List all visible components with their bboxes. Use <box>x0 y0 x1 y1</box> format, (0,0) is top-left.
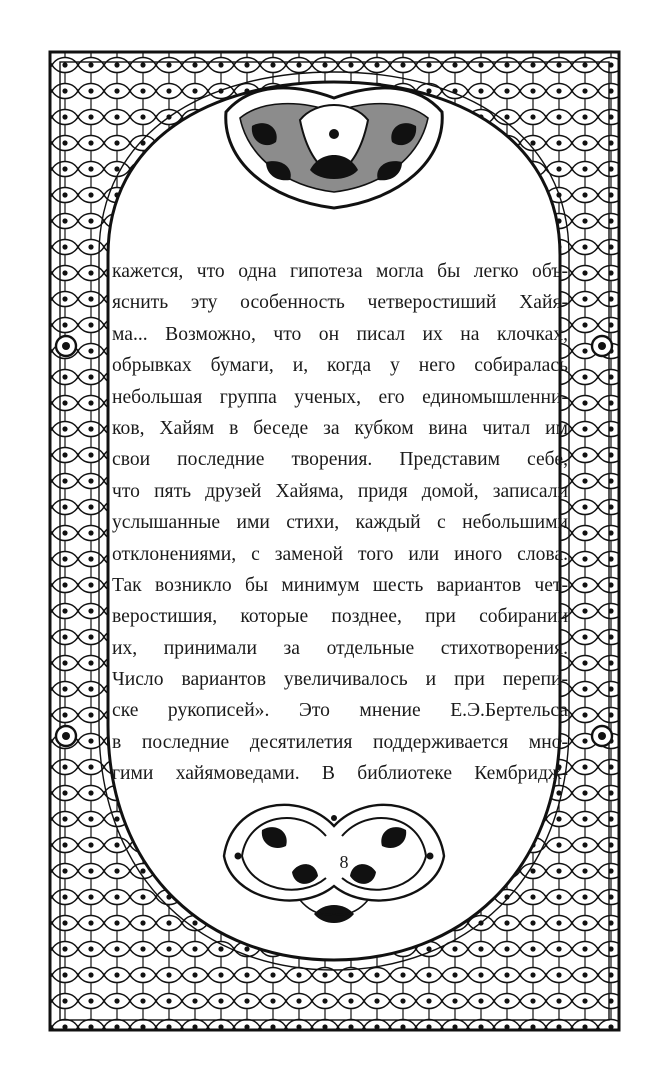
top-arabesque-medallion-icon <box>226 88 442 208</box>
text-line: отклонениями, с заменой того или иного слова. <box>112 543 568 565</box>
text-line: ков, Хайям в беседе за кубком вина читал им <box>112 417 568 439</box>
text-line: небольшая группа ученых, его единомышленни- <box>112 386 568 408</box>
text-line: гими хайямоведами. В библиотеке Кембридж- <box>112 763 568 785</box>
text-line: обрывках бумаги, и, когда у него собиралась <box>112 355 568 377</box>
text-line: в последние десятилетия поддерживается мно- <box>112 731 568 753</box>
text-line: Так возникло бы минимум шесть вариантов чет- <box>112 574 568 596</box>
text-line: Число вариантов увеличивалось и при перепи- <box>112 669 568 691</box>
text-line: веростишия, которые позднее, при собирании <box>112 606 568 628</box>
text-line: их, принимали за отдельные стихотворения. <box>112 637 568 659</box>
body-text <box>112 256 568 790</box>
text-line: ске рукописей». Это мнение Е.Э.Бертельса <box>112 700 568 722</box>
text-line: кажется, что одна гипотеза могла бы легко объ- <box>112 261 568 282</box>
text-line: свои последние творения. Представим себе, <box>112 449 568 471</box>
text-line: яснить эту особенность четверостиший Хайя- <box>112 292 568 314</box>
text-line: что пять друзей Хайяма, придя домой, записали <box>112 480 568 502</box>
page-number: 8 <box>339 852 349 872</box>
text-line: услышанные ими стихи, каждый с небольшими <box>112 512 568 534</box>
text-line: ма... Возможно, что он писал их на клочках, <box>112 323 568 345</box>
